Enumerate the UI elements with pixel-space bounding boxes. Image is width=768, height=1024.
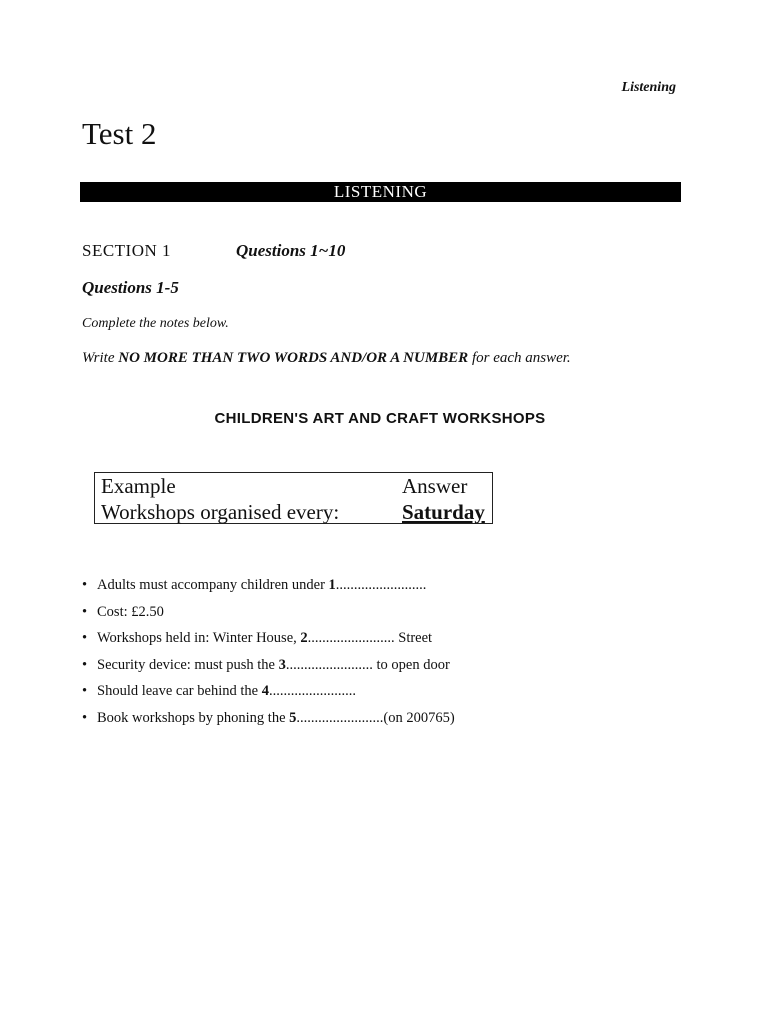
question-number: 5 <box>289 709 297 726</box>
bullet-icon: • <box>82 603 88 620</box>
note-text-after: to open door <box>372 656 450 673</box>
example-box <box>94 472 493 524</box>
example-text: Workshops organised every: <box>101 500 340 524</box>
note-text: Should leave car behind the <box>97 683 262 700</box>
answer-gap[interactable]: ........................ <box>285 656 373 673</box>
sub-heading: Questions 1-5 <box>82 278 179 297</box>
notes-list <box>82 572 455 732</box>
bullet-icon: • <box>82 709 88 726</box>
instruction-1: Complete the notes below. <box>82 316 229 331</box>
instruction-2 <box>82 350 571 367</box>
running-head: Listening <box>621 80 676 95</box>
answer-gap[interactable]: ........................ <box>307 630 395 647</box>
answer-label: Answer <box>402 474 468 498</box>
test-title: Test 2 <box>82 116 157 151</box>
section-line <box>82 241 346 261</box>
list-item <box>82 572 455 599</box>
question-number: 4 <box>261 683 269 700</box>
section-band: LISTENING <box>80 182 681 202</box>
note-text: Cost: £2.50 <box>97 603 164 620</box>
answer-gap[interactable]: ........................ <box>268 683 356 700</box>
question-number: 2 <box>300 630 308 647</box>
section-label: SECTION 1 <box>82 241 172 260</box>
question-number: 1 <box>328 577 336 593</box>
example-content-row <box>101 500 485 525</box>
instruction-2-suffix: for each answer. <box>468 350 571 366</box>
list-item <box>82 678 455 705</box>
example-label: Example <box>101 474 176 498</box>
list-item <box>82 625 455 652</box>
note-text-after: Street <box>394 630 433 647</box>
answer-gap[interactable]: ........................ <box>296 709 384 726</box>
answer-gap[interactable]: ......................... <box>335 577 427 593</box>
bullet-icon: • <box>82 656 88 673</box>
instruction-2-prefix: Write <box>82 350 119 366</box>
list-item <box>82 652 455 679</box>
list-item <box>82 599 455 626</box>
example-header-row <box>101 474 468 499</box>
note-text: Adults must accompany children under <box>97 577 329 593</box>
bullet-icon: • <box>82 683 88 700</box>
note-text-after: (on 200765) <box>383 709 455 726</box>
bullet-icon: • <box>82 630 88 647</box>
note-text: Book workshops by phoning the <box>97 709 290 726</box>
note-text: Workshops held in: Winter House, <box>97 630 301 647</box>
note-text: Security device: must push the <box>97 656 279 673</box>
question-number: 3 <box>278 656 286 673</box>
question-range: Questions 1~10 <box>236 241 346 260</box>
notes-title: CHILDREN'S ART AND CRAFT WORKSHOPS <box>214 410 546 427</box>
bullet-icon: • <box>82 577 88 593</box>
example-answer: Saturday <box>402 500 485 524</box>
list-item <box>82 705 455 732</box>
instruction-2-bold: NO MORE THAN TWO WORDS AND/OR A NUMBER <box>118 350 469 366</box>
